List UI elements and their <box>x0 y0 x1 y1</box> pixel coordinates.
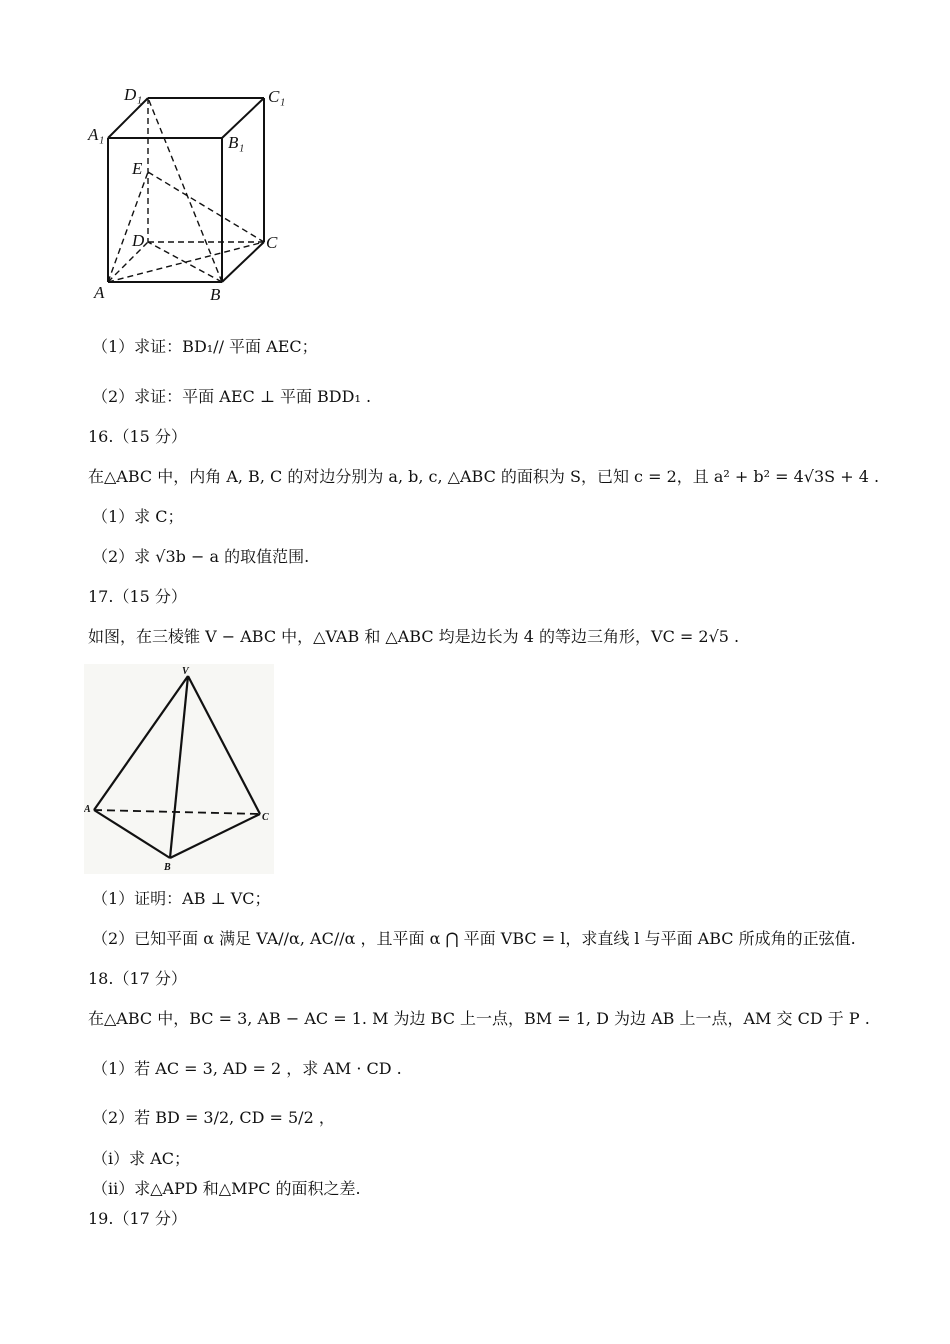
label-B: B <box>164 862 171 873</box>
q17-header: 17.（15 分） <box>88 587 187 606</box>
q18-part1: （1）若 AC = 3, AD = 2 ，求 AM · CD . <box>92 1059 402 1078</box>
label-C1: C₁ <box>268 87 286 106</box>
seg-A-E <box>108 172 148 282</box>
diag-B-D <box>148 242 222 282</box>
label-D: D <box>132 231 145 250</box>
label-B: B <box>210 285 221 304</box>
diag-B-D1 <box>148 98 222 282</box>
label-E: E <box>132 159 143 178</box>
q16-part2: （2）求 √3b − a 的取值范围. <box>92 547 310 566</box>
q19-header: 19.（17 分） <box>88 1209 187 1228</box>
label-V: V <box>182 666 189 677</box>
label-B1: B₁ <box>228 133 245 152</box>
q18-part2: （2）若 BD = 3/2, CD = 5/2 ， <box>92 1108 335 1127</box>
q18-part2-ii: （ii）求△APD 和△MPC 的面积之差. <box>92 1179 361 1198</box>
prism-figure <box>86 82 306 307</box>
label-A: A <box>94 283 105 302</box>
q15-part1: （1）求证：BD₁// 平面 AEC； <box>92 337 318 356</box>
label-A: A <box>84 804 91 815</box>
seg-E-C <box>148 172 264 242</box>
edge-B-C <box>222 242 264 282</box>
q18-part2-i: （i）求 AC； <box>92 1149 191 1168</box>
edge-A1-D1 <box>108 98 148 138</box>
tetrahedron-figure <box>84 664 274 874</box>
q18-stem: 在△ABC 中，BC = 3, AB − AC = 1. M 为边 BC 上一点，BM = 1, D 为边 AB 上一点，AM 交 CD 于 P . <box>88 1009 870 1028</box>
q16-part1: （1）求 C； <box>92 507 184 526</box>
q16-stem: 在△ABC 中，内角 A, B, C 的对边分别为 a, b, c, △ABC 的面积为 S，已知 c = 2，且 a² + b² = 4√3S + 4 . <box>88 467 880 486</box>
label-C: C <box>262 812 269 823</box>
q18-header: 18.（17 分） <box>88 969 187 988</box>
q16-header: 16.（15 分） <box>88 427 187 446</box>
q17-stem: 如图，在三棱锥 V − ABC 中，△VAB 和 △ABC 均是边长为 4 的等边三角形，VC = 2√5 . <box>88 627 740 646</box>
edge-B1-C1 <box>222 98 264 138</box>
q17-part2: （2）已知平面 α 满足 VA//α, AC//α ，且平面 α ⋂ 平面 VBC = l，求直线 l 与平面 ABC 所成角的正弦值. <box>92 929 856 948</box>
q15-part2: （2）求证：平面 AEC ⊥ 平面 BDD₁ . <box>92 387 372 406</box>
label-C: C <box>266 233 278 252</box>
q17-part1: （1）证明：AB ⊥ VC； <box>92 889 271 908</box>
label-A1: A₁ <box>88 125 105 144</box>
label-D1: D₁ <box>124 85 143 104</box>
